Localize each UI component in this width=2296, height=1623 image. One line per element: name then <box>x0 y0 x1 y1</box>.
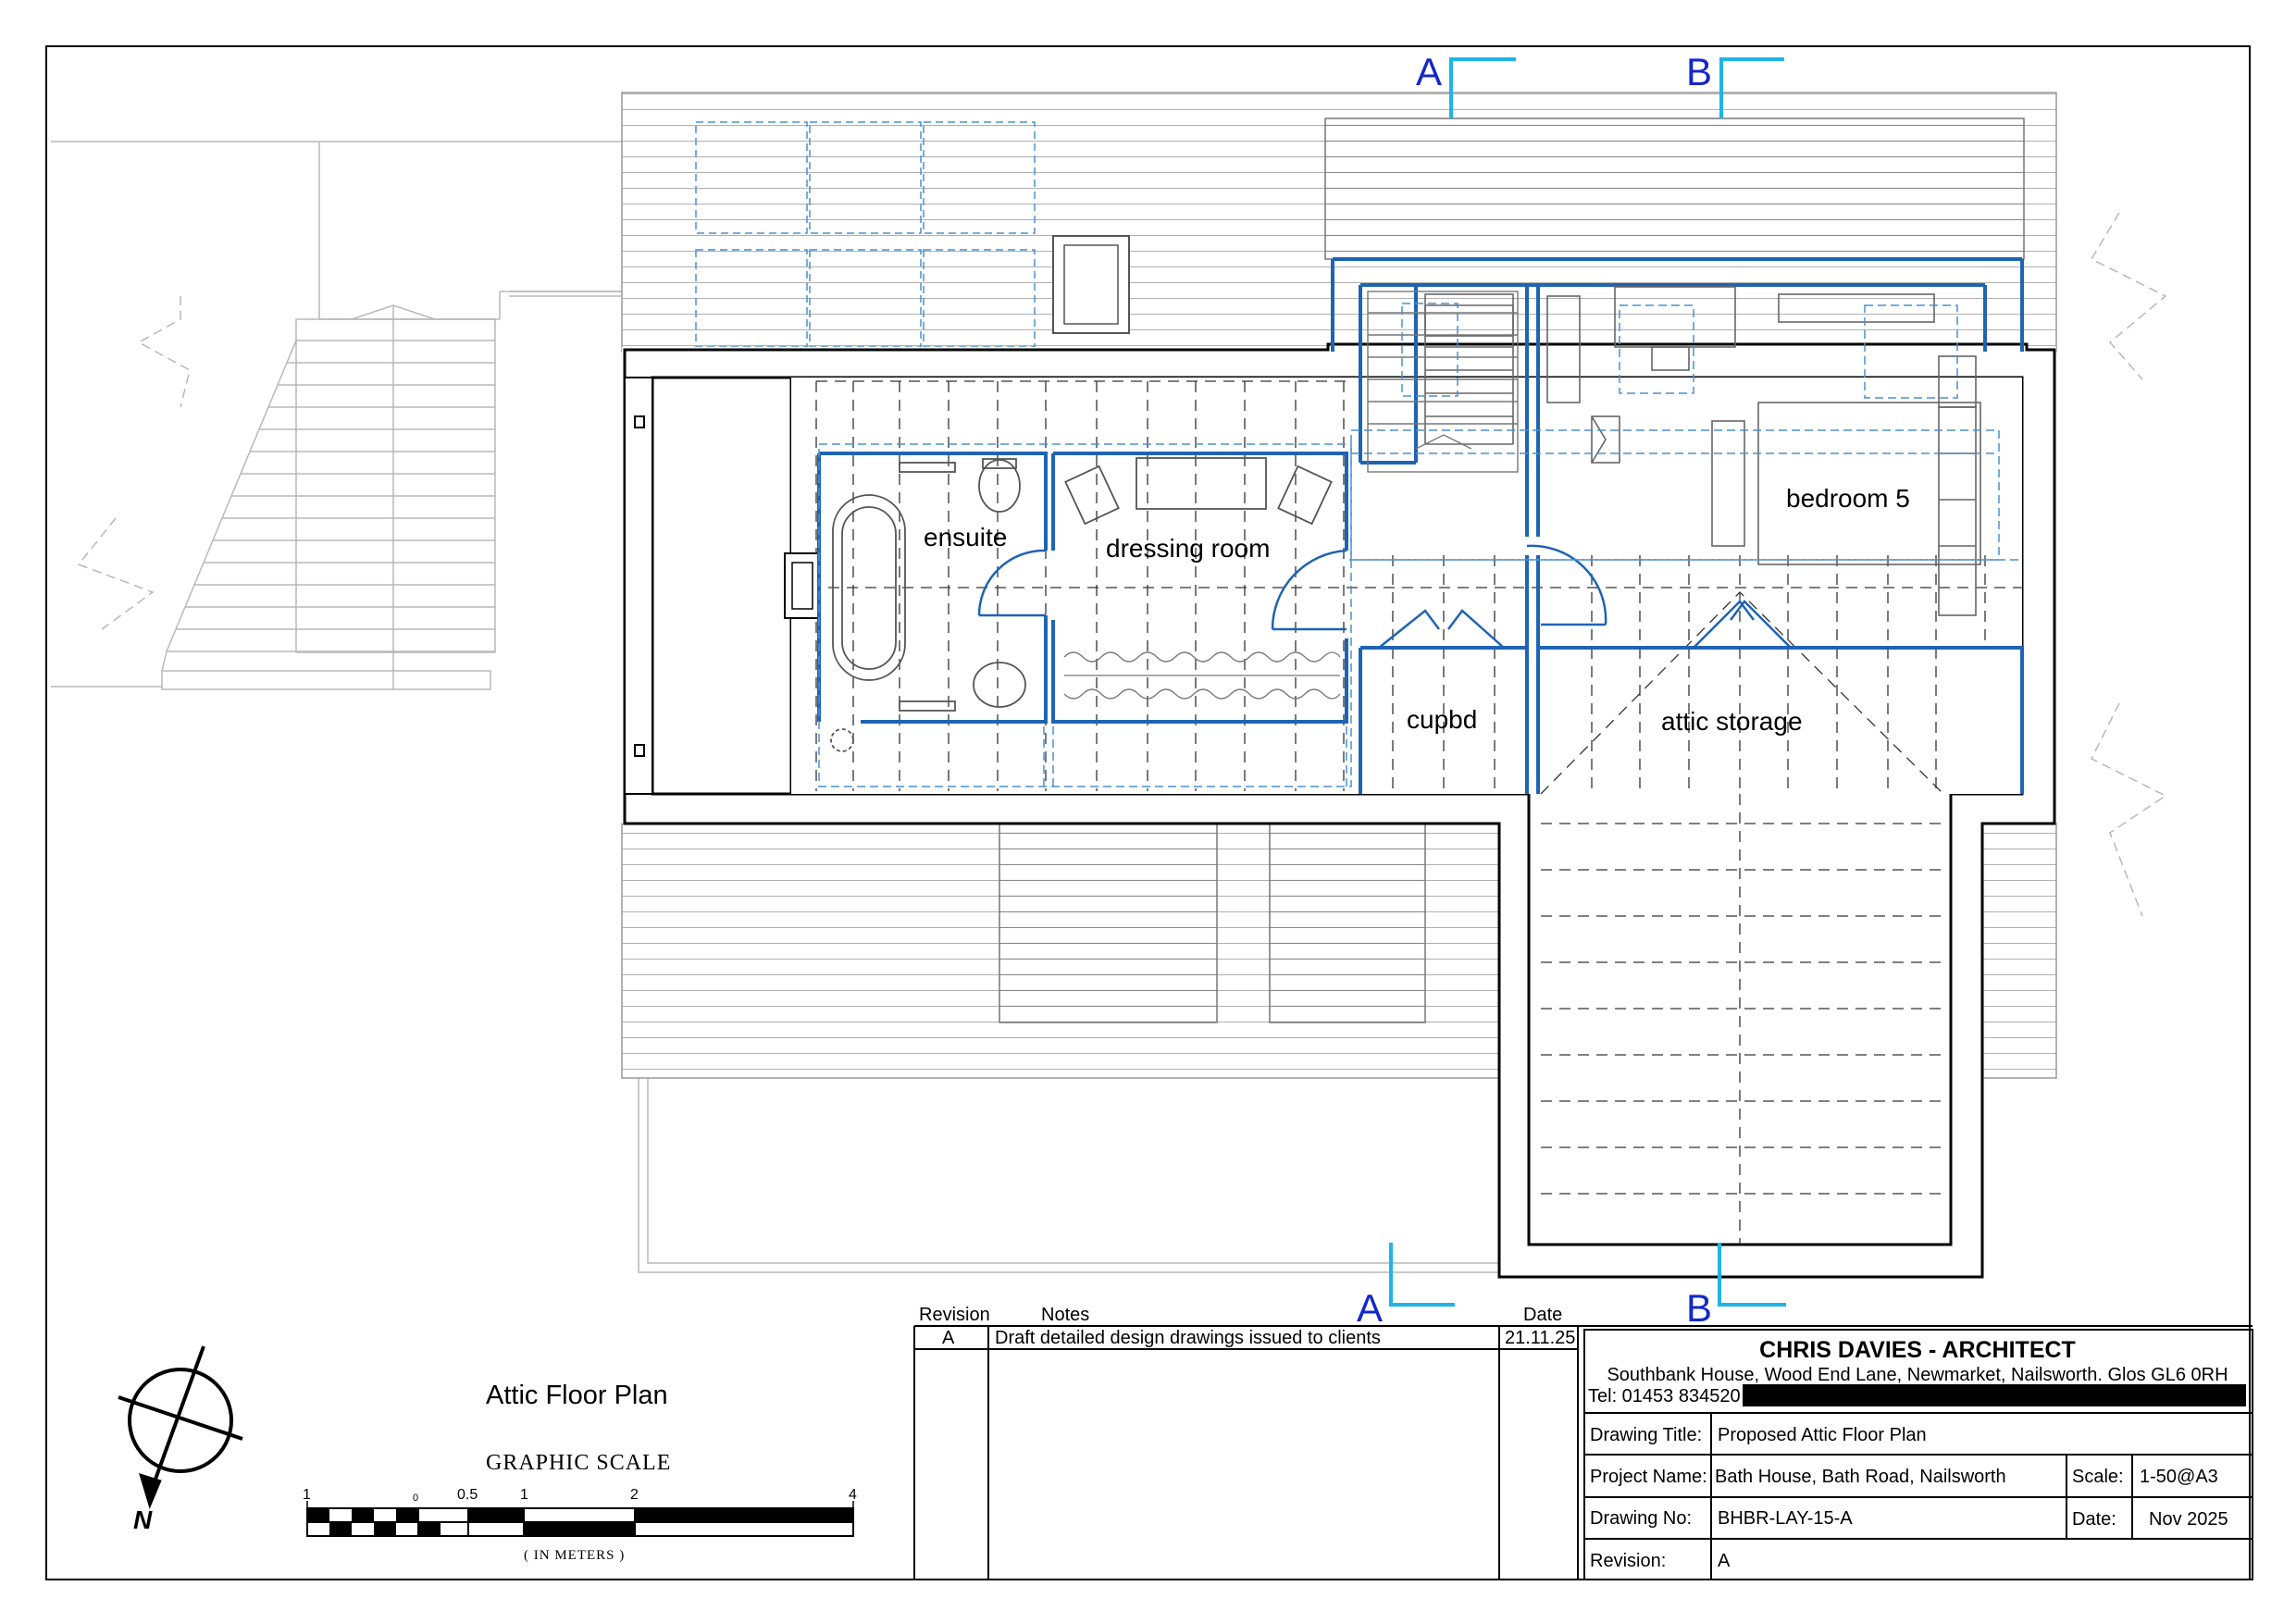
north-label: N <box>133 1505 153 1534</box>
revision-row-rev: A <box>942 1328 955 1348</box>
scale-tick-2: 2 <box>630 1487 639 1503</box>
firm-name: CHRIS DAVIES - ARCHITECT <box>1759 1337 2076 1363</box>
graphic-scale-title: GRAPHIC SCALE <box>486 1451 672 1475</box>
room-label-bedroom-5: bedroom 5 <box>1786 484 1910 513</box>
graphic-scale-bar <box>307 1501 853 1536</box>
revision-header: Revision <box>919 1305 990 1325</box>
scale-value: 1-50@A3 <box>2140 1467 2218 1487</box>
room-label-dressing-room: dressing room <box>1106 534 1271 563</box>
date-header: Date <box>1523 1305 1563 1325</box>
drawing-title: Attic Floor Plan <box>486 1381 668 1410</box>
section-marker-a-bottom: A <box>1357 1286 1384 1330</box>
north-arrow-icon <box>130 1369 231 1471</box>
scale-tick-1: 1 <box>520 1487 528 1503</box>
firm-tel: Tel: 01453 834520 <box>1588 1386 1741 1406</box>
scale-tick-0: 0 <box>413 1493 419 1504</box>
scale-label: Scale: <box>2072 1467 2124 1487</box>
dormer-south-1 <box>999 824 1217 1022</box>
scale-tick-0-5: 0.5 <box>457 1487 478 1503</box>
drawing-no-label: Drawing No: <box>1590 1508 1693 1529</box>
scale-tick-minus1: 1 <box>303 1487 311 1503</box>
revision-value: A <box>1718 1551 1731 1571</box>
dormer-roof <box>1325 118 2024 259</box>
room-label-ensuite: ensuite <box>924 523 1008 551</box>
drawing-title-label: Drawing Title: <box>1590 1425 1703 1445</box>
firm-address: Southbank House, Wood End Lane, Newmarket, Nailsworth. Glos GL6 0RH <box>1607 1365 2228 1385</box>
scale-units: ( IN METERS ) <box>524 1548 626 1563</box>
room-label-attic-storage: attic storage <box>1661 707 1803 736</box>
revision-row-date: 21.11.25 <box>1505 1328 1576 1348</box>
dormer-south-2 <box>1270 824 1425 1022</box>
scale-tick-4: 4 <box>849 1487 857 1503</box>
project-name-label: Project Name: <box>1590 1467 1707 1487</box>
drawing-title-value: Proposed Attic Floor Plan <box>1718 1425 1927 1445</box>
date-label: Date: <box>2072 1509 2116 1530</box>
north-arrow <box>118 1346 242 1504</box>
section-marker-a-top: A <box>1416 50 1443 93</box>
drawing-no-value: BHBR-LAY-15-A <box>1718 1508 1853 1529</box>
revision-label: Revision: <box>1590 1551 1667 1571</box>
project-name-value: Bath House, Bath Road, Nailsworth <box>1715 1467 2006 1487</box>
room-label-cupbd: cupbd <box>1407 705 1478 734</box>
redacted-block <box>1743 1384 2246 1406</box>
revision-row-notes: Draft detailed design drawings issued to clients <box>995 1328 1381 1348</box>
date-value: Nov 2025 <box>2149 1509 2228 1530</box>
section-marker-b-top: B <box>1686 50 1713 93</box>
notes-header: Notes <box>1041 1305 1090 1325</box>
section-marker-b-bottom: B <box>1686 1286 1713 1330</box>
